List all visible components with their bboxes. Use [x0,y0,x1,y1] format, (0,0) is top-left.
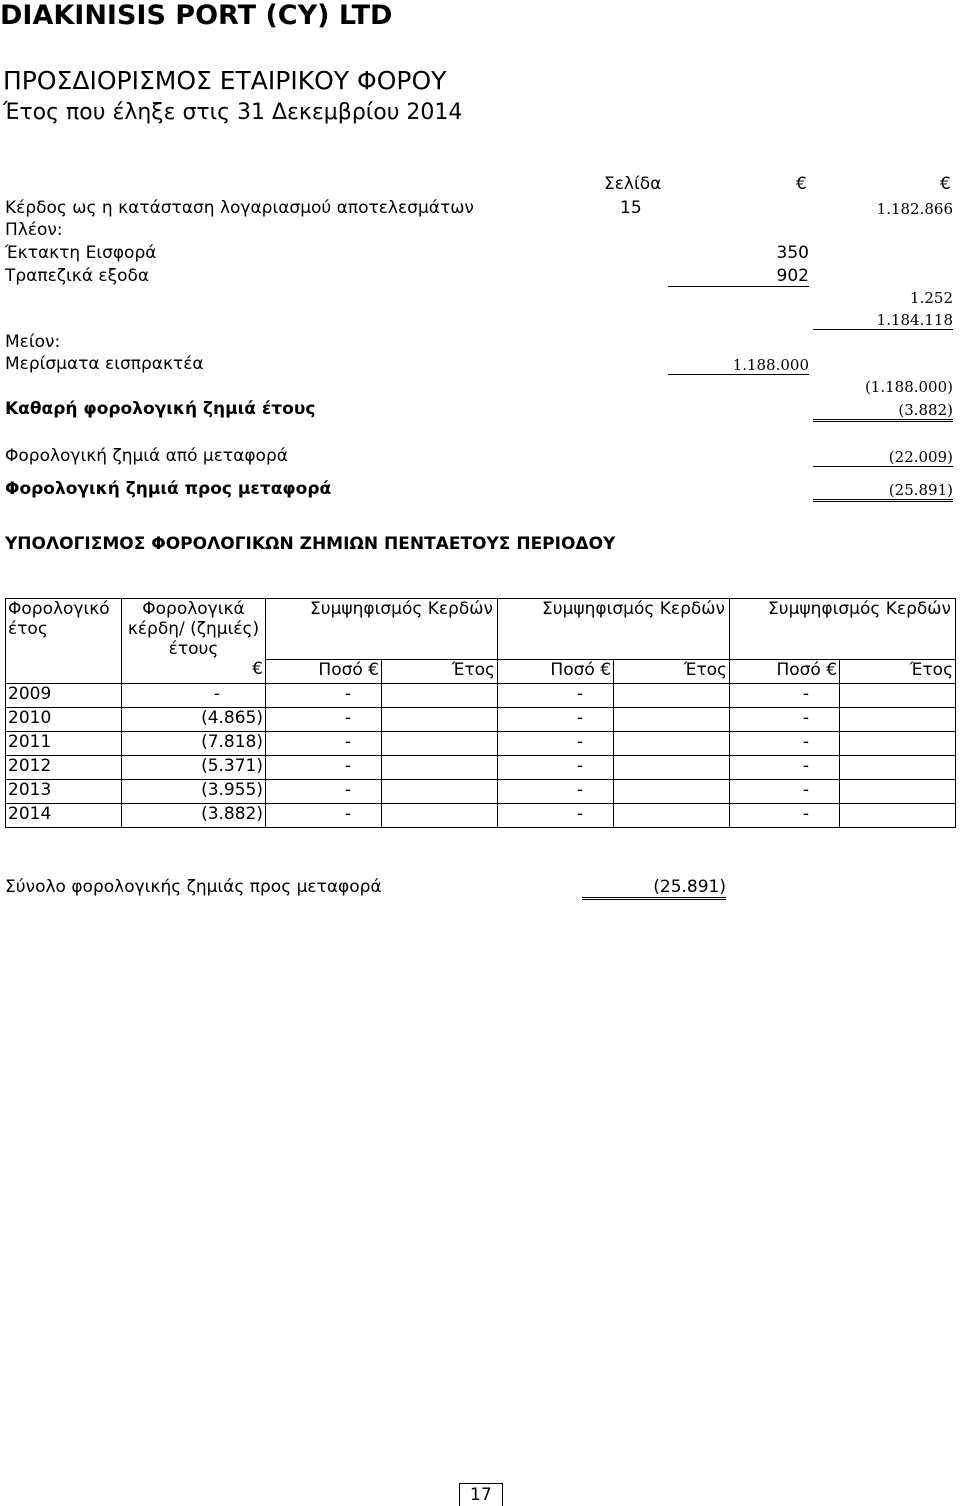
extra-contribution-value: 350 [776,243,809,263]
eur-cell: € [122,659,266,683]
loss-brought-forward-label: Φορολογική ζημιά από μεταφορά [5,446,288,466]
bank-charges-label: Τραπεζικά εξοδα [5,266,150,286]
section-title: ΥΠΟΛΟΓΙΣΜΟΣ ΦΟΡΟΛΟΓΙΚΩΝ ΖΗΜΙΩΝ ΠΕΝΤΑΕΤΟΥΣ ΠΕΡΙΟΔΟΥ [5,534,616,554]
table-row: 2011 (7.818) - - - [6,731,956,755]
extra-contribution-label: Έκτακτη Εισφορά [5,243,157,263]
header-tax-year: Φορολογικό έτος [6,599,122,660]
subtotal-additions: 1.252 [910,289,953,307]
profit-label: Κέρδος ως η κατάσταση λογαριασμού αποτελεσμάτων [5,198,474,218]
dividends-value: 1.188.000 [668,356,809,375]
table-row: 2014 (3.882) - - - [6,803,956,827]
profit-page-ref: 15 [620,198,642,218]
amount-header-3: Ποσό € [730,659,840,683]
loss-brought-forward-value: (22.009) [813,448,953,467]
tax-loss-table [5,598,956,828]
table-row: 2013 (3.955) - - - [6,779,956,803]
net-tax-loss-label: Καθαρή φορολογική ζημιά έτους [5,399,316,419]
subtotal-after-additions: 1.184.118 [813,311,953,330]
header-offset-1: Συμψηφισμός Κερδών [266,599,498,660]
page-title: ΠΡΟΣΔΙΟΡΙΣΜΟΣ ΕΤΑΙΡΙΚΟΥ ΦΟΡΟΥ [3,66,447,95]
eur-header-1: € [796,174,807,194]
loss-carried-forward-label: Φορολογική ζημιά προς μεταφορά [5,479,332,499]
amount-header-1: Ποσό € [266,659,382,683]
plus-label: Πλέον: [5,220,63,240]
minus-label: Μείον: [5,332,61,352]
year-header-2: Έτος [614,659,730,683]
year-header-3: Έτος [840,659,956,683]
amount-header-2: Ποσό € [498,659,614,683]
total-loss-value: (25.891) [582,877,726,900]
header-profit-loss: Φορολογικά κέρδη/ (ζημιές) έτους [122,599,266,660]
header-offset-3: Συμψηφισμός Κερδών [730,599,956,660]
page-number: 17 [470,1485,492,1505]
page-column-header: Σελίδα [604,174,662,194]
header-offset-2: Συμψηφισμός Κερδών [498,599,730,660]
net-tax-loss-value: (3.882) [813,401,953,422]
table-row: 2012 (5.371) - - - [6,755,956,779]
eur-header-2: € [940,174,951,194]
dividends-label: Μερίσματα εισπρακτέα [5,354,204,374]
company-name: DIAKINISIS PORT (CY) LTD [0,0,393,31]
year-header-1: Έτος [382,659,498,683]
table-row: 2009 - - - - [6,683,956,707]
loss-carried-forward-value: (25.891) [813,481,953,502]
page-subtitle: Έτος που έληξε στις 31 Δεκεμβρίου 2014 [3,100,463,125]
bank-charges-value: 902 [668,266,809,287]
subtotal-deductions: (1.188.000) [864,378,953,396]
total-loss-label: Σύνολο φορολογικής ζημιάς προς μεταφορά [5,877,382,897]
table-row: 2010 (4.865) - - - [6,707,956,731]
profit-value: 1.182.866 [876,200,953,218]
